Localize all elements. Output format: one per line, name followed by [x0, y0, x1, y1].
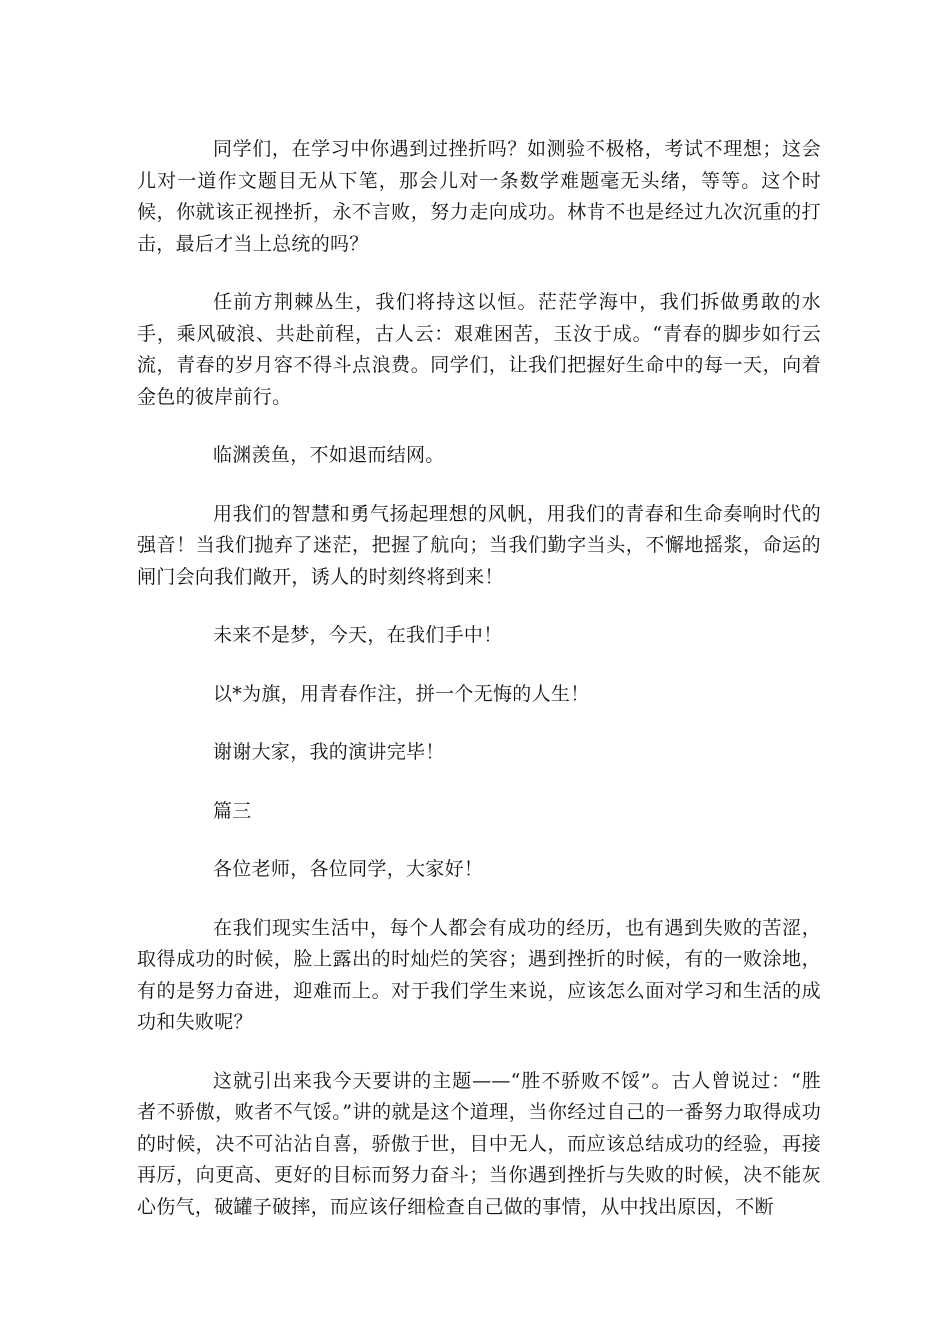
paragraph-ideals: 用我们的智慧和勇气扬起理想的风帆，用我们的青春和生命奏响时代的强音！当我们抛弃了迷茫，把握了航向；当我们勤字当头，不懈地摇浆，命运的闸门会向我们敞开，诱人的时刻终将到来！: [137, 502, 821, 588]
paragraph-future: 未来不是梦，今天，在我们手中！: [213, 624, 503, 646]
paragraph-banner: 以*为旗，用青春作注，拼一个无悔的人生！: [213, 682, 590, 705]
paragraph-success-failure: 在我们现实生活中，每个人都会有成功的经历，也有遇到失败的苦涩，取得成功的时候，脸上露出的时灿烂的笑容；遇到挫折的时候，有的一败涂地，有的是努力奋进，迎难而上。对于我们学生来说，应该怎么面对学习和生活的成功和失败呢？: [137, 916, 821, 1033]
document-page: [137, 134, 821, 1223]
paragraph-theme: 这就引出来我今天要讲的主题——“胜不骄败不馁”。古人曾说过：“胜者不骄傲，败者不气馁。”讲的就是这个道理，当你经过自己的一番努力取得成功的时候，决不可沾沾自喜，骄傲于世，目中无人，而应该总结成功的经验，再接再厉，向更高、更好的目标而努力奋斗；当你遇到挫折与失败的时候，决不能灰心伤气，破罐子破摔，而应该仔细检查自己做的事情，从中找出原因，不断: [137, 1069, 821, 1218]
section-heading: 篇三: [213, 799, 252, 822]
paragraph-perseverance: 任前方荆棘丛生，我们将持这以恒。茫茫学海中，我们拆做勇敢的水手，乘风破浪、共赴前程，古人云：艰难困苦，玉汝于成。“青春的脚步如行云流，青春的岁月容不得斗点浪费。同学们，让我们把握好生命中的每一天，向着金色的彼岸前行。: [137, 291, 821, 408]
paragraph-greeting: 各位老师，各位同学，大家好！: [213, 858, 484, 880]
paragraph-setback-intro: 同学们，在学习中你遇到过挫折吗？如测验不极格，考试不理想；这会儿对一道作文题目无从下笔，那会儿对一条数学难题毫无头绪，等等。这个时候，你就该正视挫折，永不言败，努力走向成功。林肯不也是经过九次沉重的打击，最后才当上总统的吗？: [137, 138, 821, 255]
paragraph-thanks: 谢谢大家，我的演讲完毕！: [213, 741, 445, 763]
paragraph-proverb: 临渊羡鱼，不如退而结网。: [213, 444, 445, 466]
